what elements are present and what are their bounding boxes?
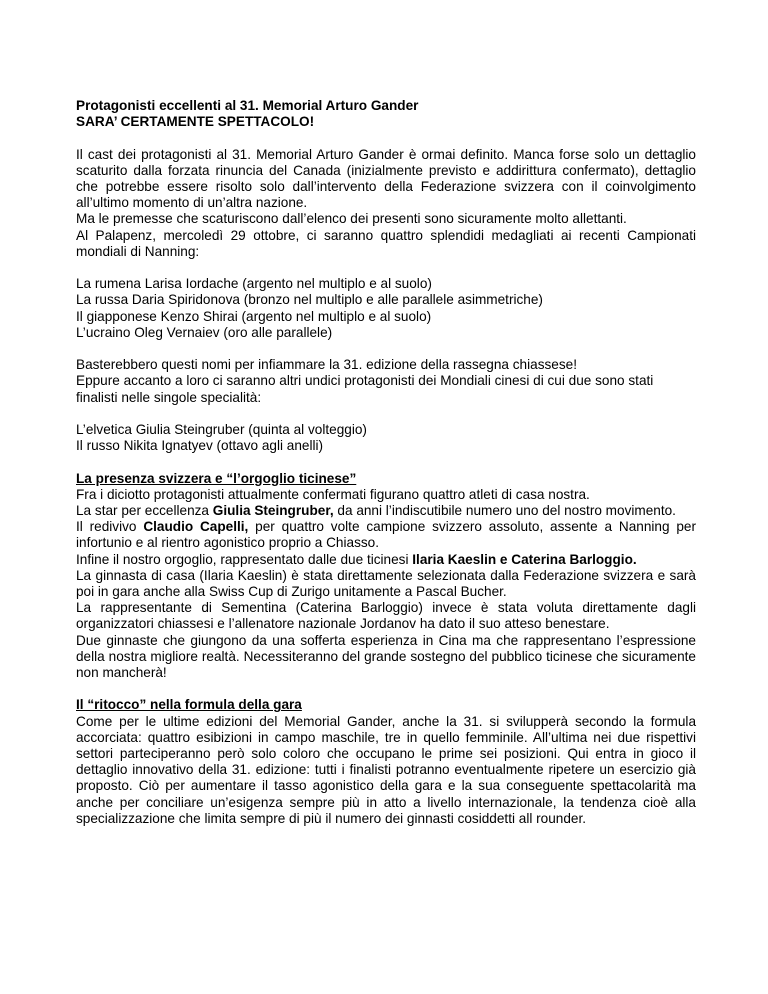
text-span: Il redivivo [76, 519, 144, 535]
text-span: da anni l’indiscutibile numero uno del nostro movimento. [333, 503, 676, 518]
spacer [76, 454, 696, 470]
middle-paragraph-1: Basterebbero questi nomi per infiammare la 31. edizione della rassegna chiassese! [76, 357, 577, 373]
document-page [76, 98, 696, 827]
section-heading-swiss: La presenza svizzera e “l’orgoglio ticinese” [76, 470, 357, 486]
list-item: Il giapponese Kenzo Shirai (argento nel multiplo e al suolo) [76, 308, 432, 324]
section1-paragraph-barloggio: La rappresentante di Sementina (Caterina Barloggio) invece è stata voluta direttamente dagli organizzatori chiassesi e l’allenatore nazionale Jordanov ha dato il suo atteso benestare. [76, 600, 696, 632]
list-item: La russa Daria Spiridonova (bronzo nel multiplo e alle parallele asimmetriche) [76, 292, 543, 308]
spacer [76, 406, 696, 422]
text-span: per quattro volte campione svizzero assoluto, assente a Nanning per infortunio e al rientro agonistico proprio a Chiasso. [76, 519, 696, 551]
list-item: L’ucraino Oleg Vernaiev (oro alle parallele) [76, 324, 333, 340]
finalists-list [76, 422, 696, 454]
medalists-list [76, 276, 696, 341]
athlete-name-steingruber: Giulia Steingruber, [212, 503, 334, 518]
spacer [76, 341, 696, 357]
intro-paragraph-1: Il cast dei protagonisti al 31. Memorial Arturo Gander è ormai definito. Manca forse solo un dettaglio scaturito dalla forzata rinuncia del Canada (inizialmente previsto e addirittura confermato), dettaglio che potrebbe essere risolto solo dall’intervento della Federazione svizzera con il coinvolgimento all’ultimo momento di un’altra nazione. [76, 146, 696, 211]
intro-paragraph-2: Ma le premesse che scaturiscono dall’elenco dei presenti sono sicuramente molto allettanti. [76, 211, 627, 227]
list-item: Il russo Nikita Ignatyev (ottavo agli anelli) [76, 438, 324, 454]
article-subtitle: SARA’ CERTAMENTE SPETTACOLO! [76, 114, 315, 130]
spacer [76, 260, 696, 276]
athlete-name-capelli: Claudio Capelli, [143, 519, 249, 535]
spacer [76, 130, 696, 146]
section1-paragraph-kaeslin: La ginnasta di casa (Ilaria Kaeslin) è stata direttamente selezionata dalla Federazione svizzera e sarà poi in gara anche alla Swiss Cup di Zurigo unitamente a Pascal Bucher. [76, 567, 696, 600]
article-title: Protagonisti eccellenti al 31. Memorial Arturo Gander [76, 98, 419, 113]
section1-star-paragraph [76, 503, 696, 519]
section1-line-1: Fra i diciotto protagonisti attualmente confermati figurano quattro atleti di casa nostra. [76, 486, 590, 502]
section-heading-formula: Il “ritocco” nella formula della gara [76, 697, 302, 713]
list-item: La rumena Larisa Iordache (argento nel multiplo e al suolo) [76, 276, 432, 292]
section1-pride-paragraph [76, 552, 696, 568]
athlete-names-ticinesi: Ilaria Kaeslin e Caterina Barloggio. [412, 551, 637, 567]
middle-paragraph-2: Eppure accanto a loro ci saranno altri undici protagonisti dei Mondiali cinesi di cui due sono stati finalisti nelle singole specialità: [76, 373, 654, 405]
section1-capelli-paragraph [76, 519, 696, 551]
spacer [76, 681, 696, 697]
text-span: La star per eccellenza [76, 503, 213, 518]
text-span: Infine il nostro orgoglio, rappresentato dalle due ticinesi [76, 551, 413, 567]
section2-body: Come per le ultime edizioni del Memorial Gander, anche la 31. si svilupperà secondo la formula accorciata: quattro esibizioni in campo maschile, tre in quello femminile. All’ultima nei due rispettivi settori parteciperanno però solo coloro che occupano le prime sei posizioni. Qui entra in gioco il dettaglio innovativo della 31. edizione: tutti i finalisti potranno eventualmente ripetere un esercizio già proposto. Ciò per aumentare il tasso agonistico della gara e la sua conseguente spettacolarità ma anche per conciliare un’esigenza sempre più in atto a livello internazionale, la tendenza cioè alla specializzazione che limita sempre di più il numero dei ginnasti cosiddetti all rounder. [76, 713, 696, 826]
section1-paragraph-closing: Due ginnaste che giungono da una sofferta esperienza in Cina ma che rappresentano l’espressione della nostra migliore realtà. Necessiteranno del grande sostegno del pubblico ticinese che sicuramente non mancherà! [76, 632, 696, 681]
list-item: L’elvetica Giulia Steingruber (quinta al volteggio) [76, 422, 367, 437]
intro-paragraph-3: Al Palapenz, mercoledì 29 ottobre, ci saranno quattro splendidi medagliati ai recenti Campionati mondiali di Nanning: [76, 227, 696, 259]
